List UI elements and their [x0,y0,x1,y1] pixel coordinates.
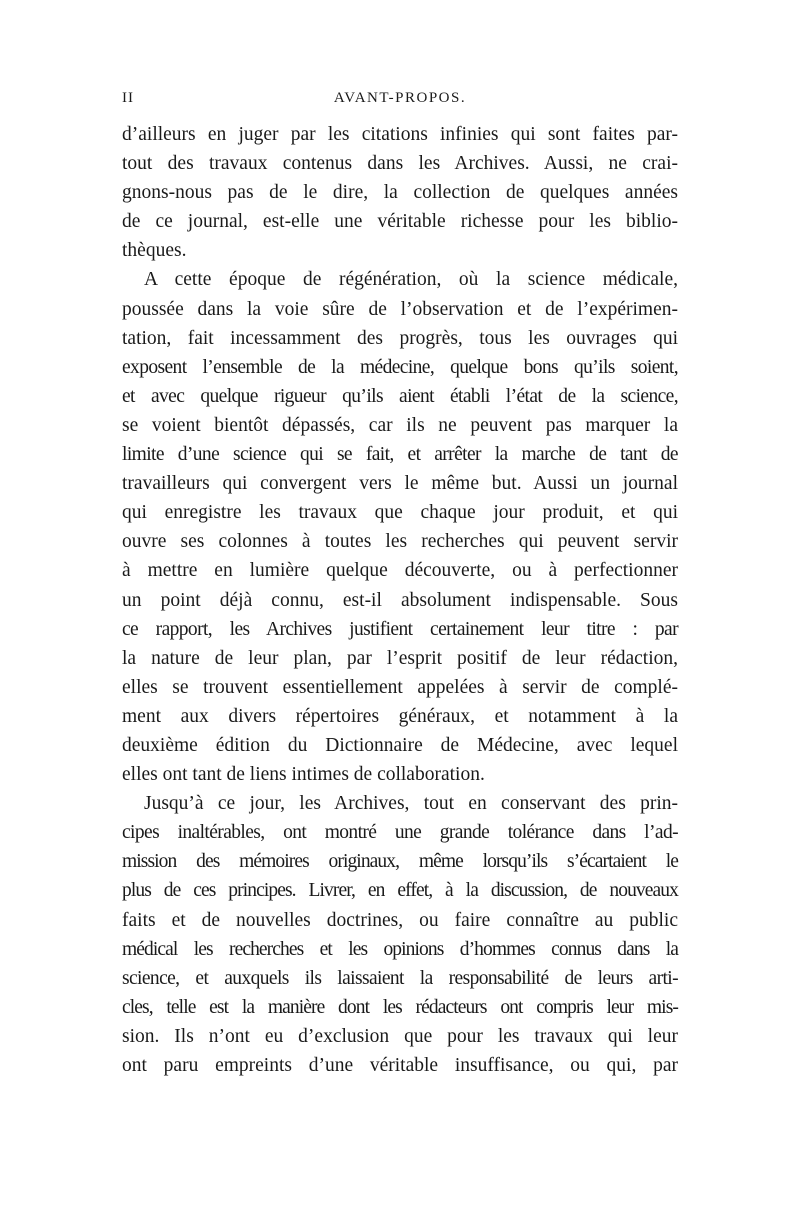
text-line: cipes inaltérables, ont montré une grande tolérance dans l’ad- [122,822,678,844]
text-line: mission des mémoires originaux, même lorsqu’ils s’écartaient le [122,851,678,873]
text-line: se voient bientôt dépassés, car ils ne peuvent pas marquer la [122,414,678,436]
text-line: A cette époque de régénération, où la science médicale, [144,269,678,291]
text-line: qui enregistre les travaux que chaque jour produit, et qui [122,502,678,524]
text-line: poussée dans la voie sûre de l’observation et de l’expérimen- [122,298,678,320]
text-line: tout des travaux contenus dans les Archives. Aussi, ne crai- [122,153,678,175]
text-line: elles ont tant de liens intimes de collaboration. [122,764,485,786]
text-line: un point déjà connu, est-il absolument indispensable. Sous [122,589,678,611]
text-line: cles, telle est la manière dont les rédacteurs ont compris leur mis- [122,996,678,1018]
text-line: science, et auxquels ils laissaient la responsabilité de leurs arti- [122,967,678,989]
text-line: exposent l’ensemble de la médecine, quelque bons qu’ils soient, [122,356,678,378]
text-line: elles se trouvent essentiellement appelées à servir de complé- [122,676,678,698]
running-head [122,90,678,116]
text-line: ouvre ses colonnes à toutes les recherches qui peuvent servir [122,531,678,553]
text-line: médical les recherches et les opinions d’hommes connus dans la [122,938,678,960]
text-line: la nature de leur plan, par l’esprit positif de leur rédaction, [122,647,678,669]
text-line: deuxième édition du Dictionnaire de Médecine, avec lequel [122,734,678,756]
text-line: et avec quelque rigueur qu’ils aient établi l’état de la science, [122,385,678,407]
page-number: II [122,90,134,106]
text-line: ment aux divers répertoires généraux, et notamment à la [122,705,678,727]
text-line: sion. Ils n’ont eu d’exclusion que pour les travaux qui leur [122,1025,678,1047]
body-text [122,120,678,1080]
text-line: limite d’une science qui se fait, et arrêter la marche de tant de [122,444,678,466]
text-line: tation, fait incessamment des progrès, tous les ouvrages qui [122,327,678,349]
text-line: plus de ces principes. Livrer, en effet, à la discussion, de nouveaux [122,880,678,902]
text-line: à mettre en lumière quelque découverte, ou à perfectionner [122,560,678,582]
text-line: Jusqu’à ce jour, les Archives, tout en conservant des prin- [144,793,678,815]
text-line: ce rapport, les Archives justifient certainement leur titre : par [122,618,678,640]
running-title: AVANT-PROPOS. [333,90,467,106]
text-line: thèques. [122,240,187,262]
text-line: d’ailleurs en juger par les citations infinies qui sont faites par- [122,124,678,145]
text-line: faits et de nouvelles doctrines, ou faire connaître au public [122,909,678,931]
text-line: travailleurs qui convergent vers le même but. Aussi un journal [122,473,678,495]
text-line: gnons-nous pas de le dire, la collection de quelques années [122,182,678,204]
text-line: ont paru empreints d’une véritable insuffisance, ou qui, par [122,1055,678,1076]
text-line: de ce journal, est-elle une véritable richesse pour les biblio- [122,211,678,233]
